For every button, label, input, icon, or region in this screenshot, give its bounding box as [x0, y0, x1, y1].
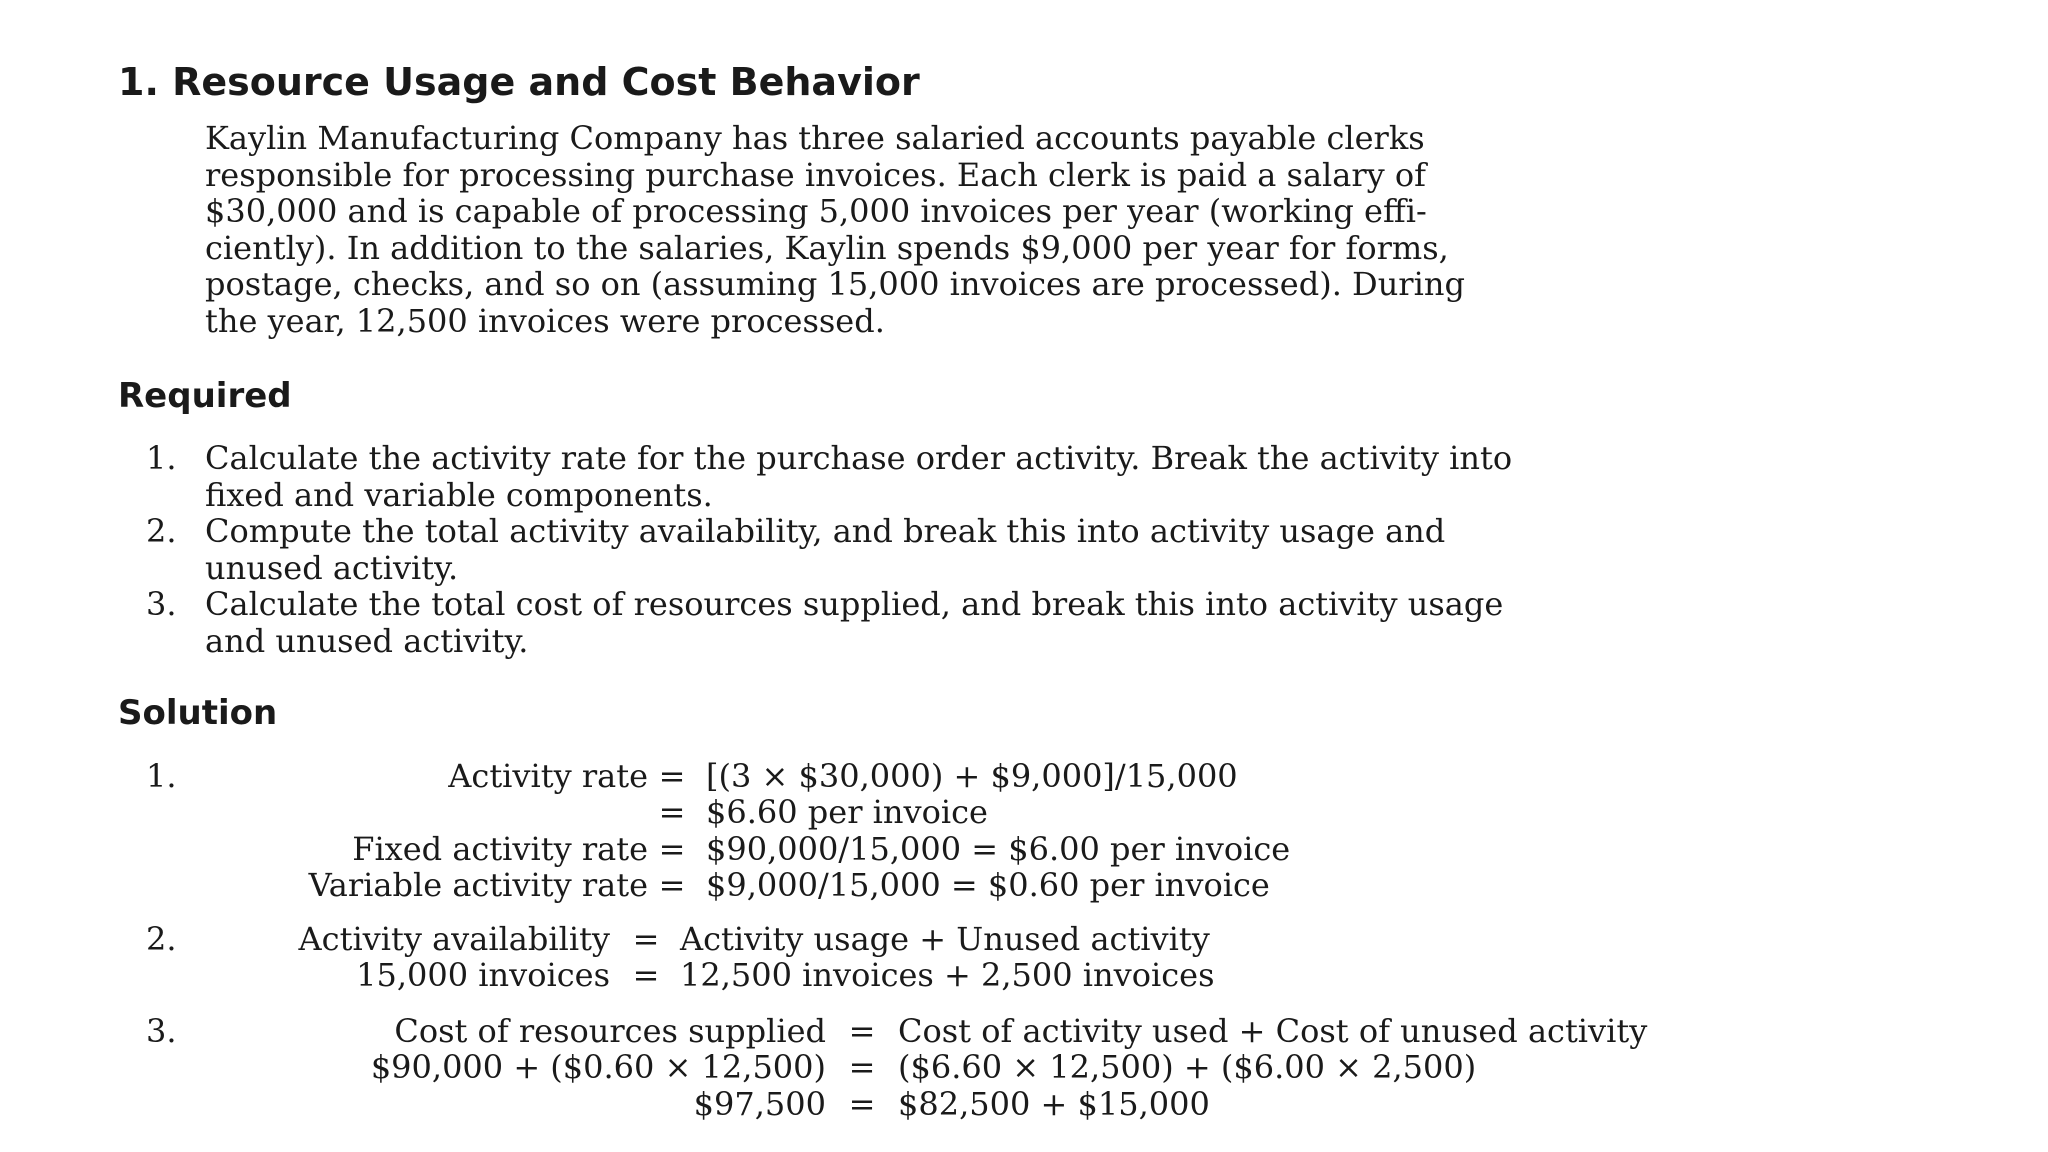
- item-line: Compute the total activity availability, and break this into activity usage and: [205, 512, 1446, 550]
- equation-left: 15,000 invoices: [356, 956, 610, 994]
- item-line: Calculate the total cost of resources supplied, and break this into activity usage: [205, 585, 1504, 623]
- equation-right: [(3 × $30,000) + $9,000]/15,000: [706, 757, 1238, 795]
- paragraph-line: the year, 12,500 invoices were processed.: [205, 301, 885, 340]
- item-number: 2.: [146, 512, 177, 550]
- required-heading: Required: [118, 376, 292, 416]
- equation-right: $82,500 + $15,000: [898, 1085, 1210, 1123]
- item-text: [205, 586, 1503, 659]
- equals-sign: =: [632, 920, 660, 958]
- solution-number: 2.: [146, 920, 177, 958]
- equation-left: Activity availability: [298, 920, 610, 958]
- paragraph-line: postage, checks, and so on (assuming 15,000 invoices are processed). During: [205, 265, 1465, 303]
- equation-left: $97,500: [693, 1085, 826, 1123]
- item-line: fixed and variable components.: [205, 475, 713, 514]
- solution-heading: Solution: [118, 693, 278, 733]
- item-text: [205, 440, 1512, 513]
- paragraph-line: Kaylin Manufacturing Company has three salaried accounts payable clerks: [205, 119, 1425, 157]
- item-line: unused activity.: [205, 548, 459, 587]
- equation-left: Variable activity rate: [308, 866, 648, 904]
- equation-right: $90,000/15,000 = $6.00 per invoice: [706, 830, 1291, 868]
- equation-right: Cost of activity used + Cost of unused activity: [898, 1012, 1648, 1050]
- equals-sign: =: [658, 793, 686, 831]
- item-line: Calculate the activity rate for the purchase order activity. Break the activity into: [205, 439, 1513, 477]
- equation-left: Fixed activity rate: [352, 830, 648, 868]
- equation-right: Activity usage + Unused activity: [680, 920, 1210, 958]
- solution-number: 3.: [146, 1012, 177, 1050]
- equation-right: ($6.60 × 12,500) + ($6.00 × 2,500): [898, 1048, 1477, 1086]
- equals-sign: =: [658, 866, 686, 904]
- problem-paragraph: [205, 120, 1905, 339]
- item-number: 3.: [146, 585, 177, 623]
- equals-sign: =: [658, 757, 686, 795]
- equation-right: $9,000/15,000 = $0.60 per invoice: [706, 866, 1270, 904]
- equals-sign: =: [848, 1012, 876, 1050]
- item-line: and unused activity.: [205, 621, 529, 660]
- equation-right: $6.60 per invoice: [706, 793, 988, 831]
- equation-left: Activity rate: [448, 757, 648, 795]
- equals-sign: =: [848, 1085, 876, 1123]
- solution-number: 1.: [146, 757, 177, 795]
- equals-sign: =: [658, 830, 686, 868]
- item-number: 1.: [146, 439, 177, 477]
- equals-sign: =: [848, 1048, 876, 1086]
- equation-left: $90,000 + ($0.60 × 12,500): [370, 1048, 826, 1086]
- equation-left: Cost of resources supplied: [394, 1012, 826, 1050]
- paragraph-line: $30,000 and is capable of processing 5,000 invoices per year (working effi-: [205, 192, 1427, 230]
- equation-right: 12,500 invoices + 2,500 invoices: [680, 956, 1215, 994]
- equals-sign: =: [632, 956, 660, 994]
- paragraph-line: ciently). In addition to the salaries, Kaylin spends $9,000 per year for forms,: [205, 228, 1449, 267]
- problem-title: 1. Resource Usage and Cost Behavior: [118, 60, 920, 104]
- paragraph-line: responsible for processing purchase invoices. Each clerk is paid a salary of: [205, 155, 1426, 194]
- item-text: [205, 513, 1445, 586]
